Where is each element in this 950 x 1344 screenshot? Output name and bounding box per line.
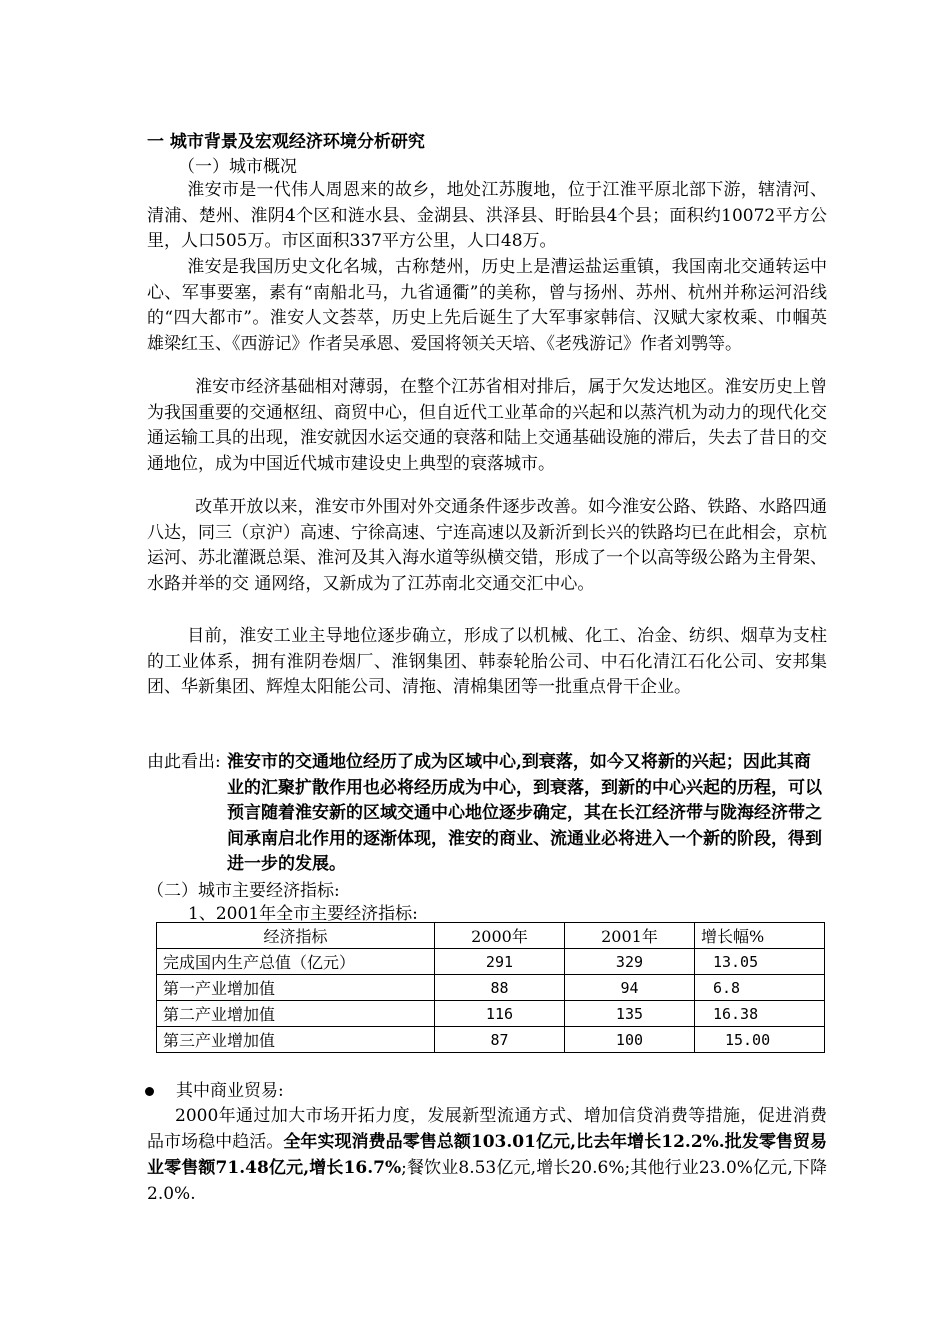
paragraph-text: 改革开放以来，淮安市外围对外交通条件逐步改善。如今淮安公路、铁路、水路四通八达，同三（京沪）高速、宁徐高速、宁连高速以及新沂到长兴的铁路均已在此相会，京杭运河、苏北灌溉总渠、淮河及其入海水道等纵横交错，形成了一个以高等级公路为主骨架、水路并举的交 通网络，又新成为了江苏南北交通交汇中心。 (147, 497, 827, 594)
paragraph-industry (147, 624, 827, 701)
table-cell: 135 (564, 1001, 694, 1027)
table-cell: 6.8 (694, 975, 824, 1001)
paragraph-text: 淮安是我国历史文化名城，古称楚州，历史上是漕运盐运重镇，我国南北交通转运中心、军事要塞，素有“南船北马，九省通衢”的美称，曾与扬州、苏州、杭州并称运河沿线的“四大都市”。淮安人文荟萃，历史上先后诞生了大军事家韩信、汉赋大家枚乘、巾帼英雄梁红玉、《西游记》作者吴承恩、爱国将领关天培、《老残游记》作者刘鹗等。 (147, 257, 827, 354)
table-cell: 329 (564, 949, 694, 975)
table-row (157, 1027, 825, 1053)
table-cell: 第三产业增加值 (157, 1027, 435, 1053)
bullet-dot-icon (145, 1087, 154, 1096)
header-cell: 增长幅% (694, 923, 824, 949)
table-row (157, 975, 825, 1001)
table-caption: 1、2001年全市主要经济指标: (188, 904, 418, 924)
section-heading-indicators: （二）城市主要经济指标: (147, 881, 340, 901)
table-cell: 88 (434, 975, 564, 1001)
table-cell: 15.00 (694, 1027, 824, 1053)
table-cell: 第二产业增加值 (157, 1001, 435, 1027)
table-cell: 16.38 (694, 1001, 824, 1027)
trade-text-intro: 2000年通过加大市场开拓力度，发展新型流通方式、增加信贷消费等措施，促进消费品市场稳中趋活。 (147, 1106, 827, 1152)
table-cell: 第一产业增加值 (157, 975, 435, 1001)
paragraph-trade (147, 1103, 827, 1207)
paragraph-history (147, 255, 827, 357)
conclusion-text: 淮安市的交通地位经历了成为区域中心,到衰落，如今又将新的兴起；因此其商业的汇聚扩散作用也必将经历成为中心，到衰落，到新的中心兴起的历程，可以预言随着淮安新的区域交通中心地位逐步确定，其在长江经济带与陇海经济带之间承南启北作用的逐渐体现，淮安的商业、流通业必将进入一个新的阶段，得到进一步的发展。 (227, 752, 822, 874)
paragraph-text: 目前，淮安工业主导地位逐步确立，形成了以机械、化工、冶金、纺织、烟草为支柱的工业体系，拥有淮阴卷烟厂、淮钢集团、韩泰轮胎公司、中石化清江石化公司、安邦集团、华新集团、辉煌太阳能公司、清拖、清棉集团等一批重点骨干企业。 (147, 626, 827, 697)
table-cell: 13.05 (694, 949, 824, 975)
table-row (157, 1001, 825, 1027)
conclusion-lead: 由此看出: (147, 752, 221, 772)
paragraph-transport (147, 495, 827, 597)
table-cell: 完成国内生产总值（亿元） (157, 949, 435, 975)
paragraph-economy-base (147, 375, 827, 477)
table-cell: 100 (564, 1027, 694, 1053)
bullet-item (145, 1076, 284, 1101)
table-cell: 291 (434, 949, 564, 975)
page-title: 一 城市背景及宏观经济环境分析研究 (147, 132, 425, 152)
header-cell: 2000年 (434, 923, 564, 949)
table-header-row (157, 923, 825, 949)
economic-indicators-table (156, 922, 825, 1053)
paragraph-text: 淮安市经济基础相对薄弱，在整个江苏省相对排后，属于欠发达地区。淮安历史上曾为我国重要的交通枢纽、商贸中心，但自近代工业革命的兴起和以蒸汽机为动力的现代化交通运输工具的出现，淮安就因水运交通的衰落和陆上交通基础设施的滞后，失去了昔日的交通地位，成为中国近代城市建设史上典型的衰落城市。 (147, 377, 827, 474)
paragraph-text: 淮安市是一代伟人周恩来的故乡，地处江苏腹地，位于江淮平原北部下游，辖清河、清浦、楚州、淮阴4个区和涟水县、金湖县、洪泽县、盱眙县4个县；面积约10072平方公里，人口505万。市区面积337平方公里，人口48万。 (147, 180, 827, 251)
header-cell: 经济指标 (157, 923, 435, 949)
table-row (157, 949, 825, 975)
header-cell: 2001年 (564, 923, 694, 949)
table-cell: 94 (564, 975, 694, 1001)
table-cell: 116 (434, 1001, 564, 1027)
paragraph-location (147, 178, 827, 255)
table-cell: 87 (434, 1027, 564, 1053)
trade-text-rest: ;餐饮业8.53亿元,增长20.6%;其他行业23.0%亿元,下降2.0%. (147, 1158, 828, 1204)
trade-text-highlight: 全年实现消费品零售总额103.01亿元,比去年增长12.2%.批发零售贸易业零售额71.48亿元,增长16.7% (147, 1132, 828, 1178)
section-heading-city-overview: （一）城市概况 (178, 157, 297, 177)
bullet-text: 其中商业贸易: (176, 1081, 284, 1101)
